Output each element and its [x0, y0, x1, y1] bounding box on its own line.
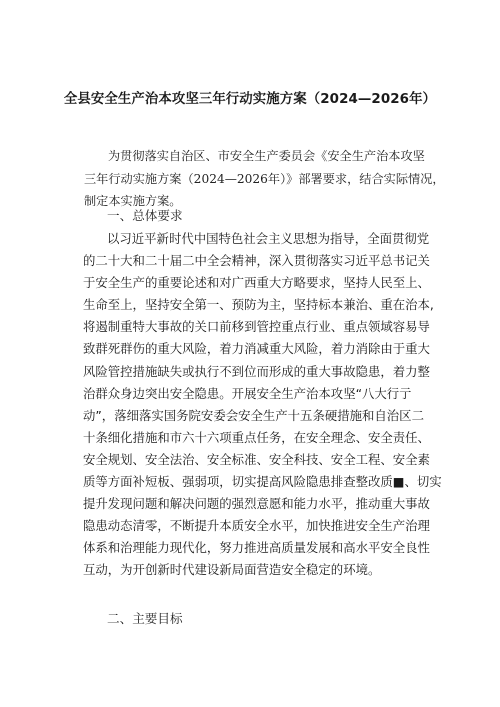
paragraph-line: 于安全生产的重要论述和对广西重大方略要求，坚持人民至上、: [83, 275, 430, 291]
section-heading-main-goals: 二、主要目标: [107, 611, 183, 626]
paragraph-line: 质等方面补短板、强弱项，切实提高风险隐患排查整改质■、切实: [83, 474, 442, 490]
intro-paragraph: [84, 145, 454, 213]
intro-line: 三年行动实施方案（2024—2026年）》部署要求，结合实际情况，: [84, 171, 445, 186]
paragraph-line: 生命至上，坚持安全第一、预防为主，坚持标本兼治、重在治本,: [83, 297, 434, 313]
paragraph-line: 十条细化措施和市六十六项重点任务，在安全理念、安全责任、: [83, 429, 430, 445]
intro-line: 制定本实施方案。: [84, 194, 182, 208]
paragraph-line: 的二十大和二十届二中全会精神，深入贯彻落实习近平总书记关: [83, 253, 430, 269]
paragraph-line: 致群死群伤的重大风险，着力消减重大风险，着力消除由于重大: [83, 341, 430, 357]
paragraph-line: 隐患动态清零，不断提升本质安全水平，加快推进安全生产治理: [83, 518, 430, 534]
paragraph-line: 互动，为开创新时代建设新局面营造安全稳定的环境。: [83, 562, 381, 578]
paragraph-line: 风险管控措施缺失或执行不到位而形成的重大事故隐患，着力整: [83, 363, 430, 379]
document-title: 全县安全生产治本攻坚三年行动实施方案（2024—2026年）: [63, 92, 437, 107]
paragraph-line: 治群众身边突出安全隐患。开展安全生产治本攻坚“八大行亍: [83, 385, 412, 401]
section-heading-general-requirements: 一、总体要求: [107, 208, 183, 223]
paragraph-line: 提升发现问题和解决问题的强烈意愿和能力水平，推动重大事故: [83, 496, 430, 512]
paragraph-line: 动”，落细落实国务院安委会安全生产十五条硬措施和自治区二: [83, 407, 424, 423]
general-requirements-paragraph: [83, 228, 461, 582]
paragraph-line: 以习近平新时代中国特色社会主义思想为指导，全面贯彻党: [107, 231, 430, 246]
intro-line: 为贯彻落实自治区、市安全生产委员会《安全生产治本攻坚: [108, 149, 425, 163]
paragraph-line: 将遏制重特大事故的关口前移到管控重点行业、重点领域容易导: [83, 319, 430, 335]
paragraph-line: 安全规划、安全法治、安全标准、安全科技、安全工程、安全素: [83, 451, 430, 467]
paragraph-line: 体系和治理能力现代化，努力推进高质量发展和高水平安全良性: [83, 540, 430, 556]
